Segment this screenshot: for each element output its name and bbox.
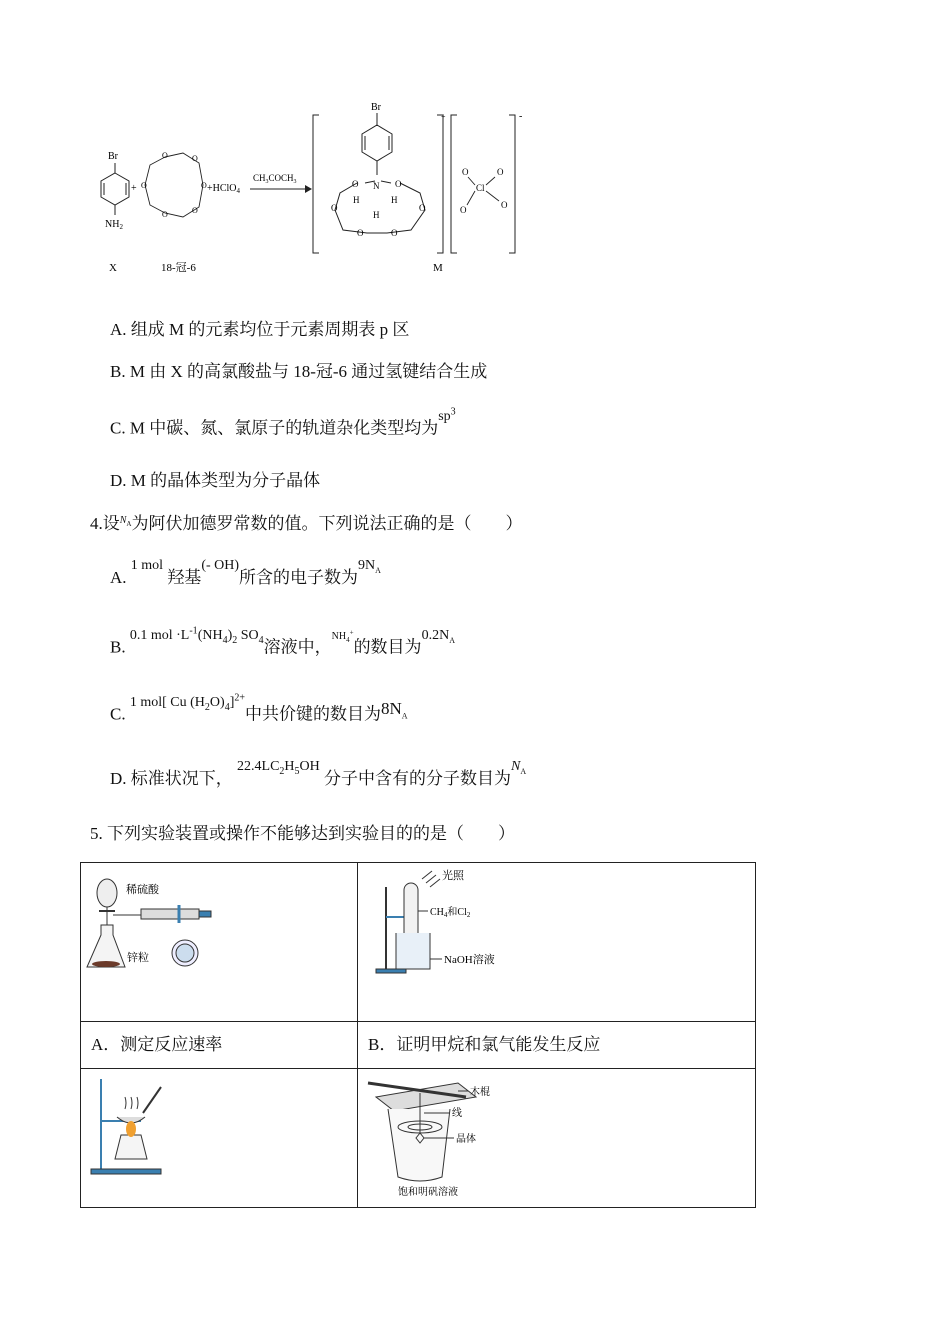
- svg-text:O: O: [352, 179, 359, 189]
- x-nh2: NH: [105, 219, 120, 230]
- label-crystal: 晶体: [456, 1134, 476, 1145]
- svg-text:H: H: [391, 195, 398, 205]
- cell-a-figure: [81, 863, 358, 1022]
- q4-option-a: A. $^{1 mol}$ 羟基$^{(- OH)}$所含的电子数为$^{9N_A}$: [110, 558, 381, 587]
- svg-text:O: O: [497, 167, 504, 177]
- svg-text:+HClO4: +HClO$_4$: [207, 183, 241, 195]
- svg-text:N: N: [373, 181, 380, 191]
- svg-text:O: O: [331, 203, 338, 213]
- cation-bracket: [313, 115, 515, 253]
- perchlorate: [460, 167, 508, 215]
- x-br: Br: [108, 151, 118, 162]
- cell-b-figure: [358, 863, 756, 1022]
- svg-text:CH4和Cl2: $CH_4$和$Cl_2$: [430, 907, 471, 919]
- arrow-label: CH: [253, 173, 266, 183]
- svg-text:O: O: [162, 151, 168, 160]
- reaction-scheme: [95, 95, 535, 280]
- cell-c-figure: [81, 1069, 358, 1208]
- svg-text:O: O: [395, 179, 402, 189]
- svg-text:H: H: [373, 210, 380, 220]
- svg-text:O: O: [201, 181, 207, 190]
- svg-text:Cl: Cl: [476, 183, 485, 193]
- crown-label: 18-冠-6: [161, 262, 196, 274]
- label-zinc: 锌粒: [127, 952, 149, 964]
- cell-a-caption: A．测定反应速率: [81, 1022, 358, 1069]
- svg-text:O: O: [141, 181, 147, 190]
- svg-text:O: O: [192, 154, 198, 163]
- apparatus-d: [358, 1069, 755, 1202]
- label-light: 光照: [442, 870, 464, 882]
- q3-option-c: C. M 中碳、氮、氯原子的轨道杂化类型均为$^{sp^3}$: [110, 406, 456, 438]
- label-stick: 木棍: [470, 1087, 490, 1098]
- svg-text:O: O: [357, 228, 364, 238]
- q3-option-d: D. M 的晶体类型为分子晶体: [110, 471, 321, 490]
- q4-option-d: D. 标准状况下， $^{22.4LC_2H_5OH}$ 分子中含有的分子数目为$^{N_A}$: [110, 759, 527, 788]
- svg-text:O: O: [460, 205, 467, 215]
- m-br: Br: [371, 102, 381, 113]
- q4-option-b: B. $^{0.1 mol \cdot L^{-1}(NH_4)_2 SO_4}$溶液中，$^{NH_4^+}$的数目为$^{0.2N_A}$: [110, 625, 455, 657]
- svg-text:NH2: $NH_2$: [105, 219, 123, 231]
- label-alum-solution: 饱和明矾溶液: [398, 1187, 458, 1198]
- svg-text:O: O: [391, 228, 398, 238]
- x-label: X: [109, 262, 117, 274]
- cell-d-figure: [358, 1069, 756, 1208]
- plus-hclo4: +HClO: [207, 183, 237, 194]
- label-acid: 稀硫酸: [126, 884, 159, 896]
- q4-stem: 4.设$^{N_A}$为阿伏加德罗常数的值。下列说法正确的是（ ）: [90, 514, 523, 533]
- m-label: M: [433, 262, 443, 274]
- svg-text:CH3COCH3: $CH_3COCH_3$: [253, 173, 297, 185]
- q3-option-b: B. M 由 X 的高氯酸盐与 18-冠-6 通过氢键结合生成: [110, 362, 488, 381]
- q5-stem: 5. 下列实验装置或操作不能够达到实验目的的是（ ）: [90, 824, 515, 843]
- charge-minus: -: [519, 111, 523, 122]
- cell-b-caption: B．证明甲烷和氯气能发生反应: [358, 1022, 756, 1069]
- apparatus-c: [81, 1069, 357, 1202]
- apparatus-a: [81, 863, 357, 1016]
- q4-option-c: C. $^{1 mol[ Cu (H_2O)_4]^{2+}}$中共价键的数目为$8N_A$: [110, 692, 408, 724]
- svg-text:O: O: [192, 206, 198, 215]
- svg-text:O: O: [419, 203, 426, 213]
- molecule-x: [101, 163, 129, 215]
- apparatus-b: [358, 863, 755, 1016]
- label-thread: 线: [452, 1108, 462, 1119]
- charge-plus: +: [441, 112, 446, 121]
- q3-option-a: A. 组成 M 的元素均位于元素周期表 p 区: [110, 320, 410, 339]
- svg-text:O: O: [501, 200, 508, 210]
- plus-1: +: [131, 183, 137, 194]
- label-gas: CH: [430, 907, 444, 918]
- svg-text:O: O: [462, 167, 469, 177]
- svg-text:O: O: [162, 210, 168, 219]
- experiment-table: [80, 862, 756, 1208]
- label-naoh: NaOH溶液: [444, 954, 495, 966]
- svg-text:H: H: [353, 195, 360, 205]
